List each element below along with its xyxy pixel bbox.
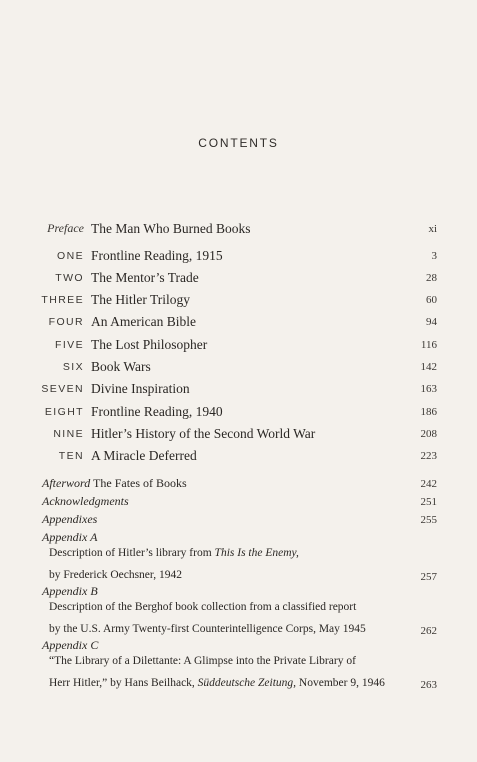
entry-page: 263 [420,679,437,691]
toc-entry-chapter-3[interactable] [0,292,477,314]
toc-entry-chapter-2[interactable] [0,270,477,292]
chapter-page: 142 [420,361,437,373]
chapter-number: THREE [41,294,84,306]
chapter-page: 186 [420,406,437,418]
toc-entry-chapter-1[interactable] [0,248,477,270]
chapter-title: Divine Inspiration [91,381,190,396]
toc-entry-chapter-8[interactable] [0,404,477,426]
chapter-title: Frontline Reading, 1915 [91,248,223,263]
chapter-title: Frontline Reading, 1940 [91,404,223,419]
chapter-title: Hitler’s History of the Second World War [91,426,316,441]
chapter-title: An American Bible [91,314,196,329]
chapter-page: 223 [420,450,437,462]
chapter-page: 163 [420,383,437,395]
chapter-page: 28 [426,272,437,284]
chapter-number: SEVEN [41,383,84,395]
toc-entry-chapter-5[interactable] [0,337,477,359]
appendix-label: Appendix C [42,638,99,652]
appendix-description: Description of Hitler’s library from This Is the Enemy, [49,547,299,559]
chapter-page: 60 [426,294,437,306]
appendix-description: “The Library of a Dilettante: A Glimpse into the Private Library of [49,655,356,667]
toc-entry-appendix-b[interactable] [0,584,477,644]
chapter-page: 3 [431,250,437,262]
chapter-number: SIX [62,361,84,373]
appendix-description: Description of the Berghof book collection from a classified report [49,601,357,613]
entry-title: The Man Who Burned Books [91,221,251,236]
toc-entry-chapter-4[interactable] [0,314,477,336]
entry-label: Acknowledgments [42,494,129,508]
chapter-title: Book Wars [91,359,151,374]
entry-page: 255 [420,514,437,526]
appendix-description-cont: by Frederick Oechsner, 1942 [49,569,183,581]
appendix-description-cont: Herr Hitler,” by Hans Beilhack, Süddeutsche Zeitung, November 9, 1946 [49,677,385,689]
entry-label: Appendixes [42,512,98,526]
chapter-page: 116 [420,339,437,351]
toc-entry-chapter-6[interactable] [0,359,477,381]
chapter-number: FOUR [48,316,84,328]
entry-page: 251 [420,496,437,508]
chapter-title: A Miracle Deferred [91,448,197,463]
afterword-line: Afterword The Fates of Books [42,476,187,490]
appendix-label: Appendix A [42,530,98,544]
entry-page: 262 [420,625,437,637]
contents-heading: CONTENTS [198,136,279,150]
chapter-page: 94 [426,316,437,328]
chapter-page: 208 [420,428,437,440]
toc-entry-chapter-10[interactable] [0,448,477,470]
chapter-number: ONE [57,250,84,262]
entry-label: Preface [47,221,84,235]
entry-page: xi [428,223,437,235]
appendix-description-cont: by the U.S. Army Twenty-first Counterintelligence Corps, May 1945 [49,623,366,635]
chapter-number: TEN [58,450,84,462]
chapter-title: The Mentor’s Trade [91,270,199,285]
chapter-title: The Hitler Trilogy [91,292,191,307]
chapter-number: FIVE [55,339,84,351]
chapter-number: NINE [53,428,84,440]
toc-entry-chapter-7[interactable] [0,381,477,403]
toc-entry-preface[interactable] [0,221,477,243]
entry-page: 242 [420,478,437,490]
appendix-label: Appendix B [42,584,98,598]
chapter-number: EIGHT [44,406,84,418]
toc-entry-chapter-9[interactable] [0,426,477,448]
chapter-number: TWO [55,272,84,284]
toc-entry-appendix-c[interactable] [0,638,477,698]
entry-page: 257 [420,571,437,583]
toc-entry-appendix-a[interactable] [0,530,477,590]
chapter-title: The Lost Philosopher [91,337,208,352]
